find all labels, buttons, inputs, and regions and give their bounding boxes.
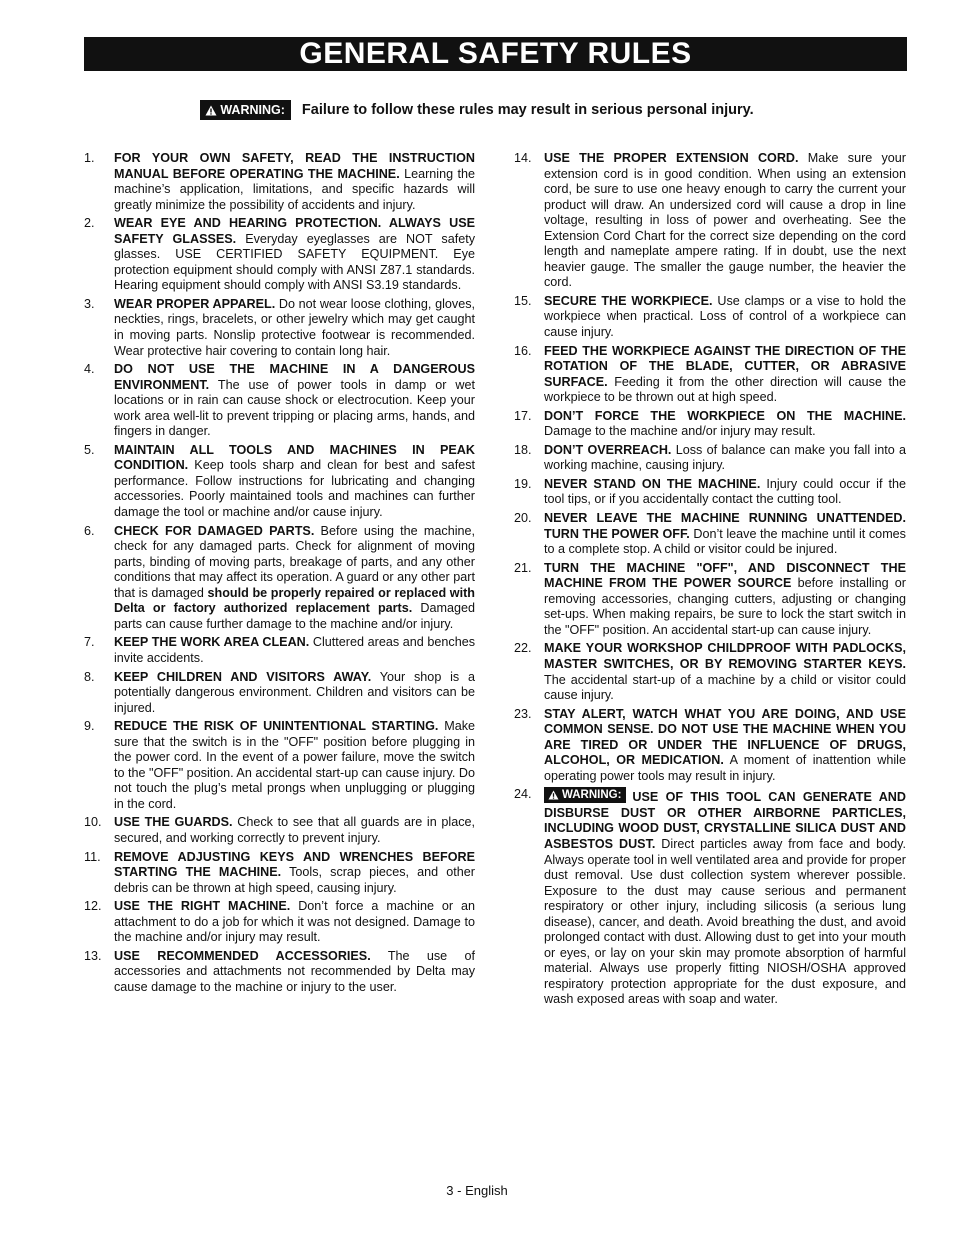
rule-item (84, 815, 475, 846)
rule-item (84, 524, 475, 633)
rule-number: 12. (84, 899, 102, 914)
rule-body: Don’t force a machine or an attachment to do a job for which it was not designed. Damage to the machine and/or injury may result. (114, 899, 475, 945)
rule-item (84, 899, 475, 946)
rule-body: The use of power tools in damp or wet locations or in rain can cause shock or electrocution. Keep your work area well-lit to prevent tripping or placing arms, hands, and fingers in danger. (114, 377, 475, 439)
rule-title: USE OF THIS TOOL CAN GENERATE AND DISBURSE DUST OR OTHER AIRBORNE PARTICLES, INCLUDING WOOD DUST, CRYSTALLINE SILICA DUST AND ASBESTOS DUST. (544, 790, 906, 851)
rule-item (514, 787, 906, 1008)
warning-badge (544, 787, 626, 803)
rule-item (514, 641, 906, 703)
rule-body: Do not wear loose clothing, gloves, neckties, rings, bracelets, or other jewelry which may get caught in moving parts. Nonslip protective footwear is recommended. Wear protective hair covering to contain long hair. (114, 296, 475, 358)
rule-number: 8. (84, 669, 95, 684)
rule-title: MAKE YOUR WORKSHOP CHILDPROOF WITH PADLOCKS, MASTER SWITCHES, OR BY REMOVING STARTER KEYS. (544, 641, 906, 671)
rule-item (84, 719, 475, 812)
rule-item (84, 850, 475, 897)
rule-item (84, 635, 475, 666)
warning-triangle-icon (205, 105, 217, 116)
rule-item (84, 670, 475, 717)
rule-body: Learning the machine’s application, limitations, and specific hazards will greatly minimize the possibility of accidents and injury. (114, 166, 475, 212)
rule-title: FEED THE WORKPIECE AGAINST THE DIRECTION OF THE ROTATION OF THE BLADE, CUTTER, OR ABRASIVE SURFACE. (544, 343, 906, 389)
rule-item (514, 707, 906, 785)
rule-item (514, 151, 906, 291)
rule-number: 1. (84, 151, 95, 165)
warning-badge (200, 100, 291, 120)
rule-body-continued: Damaged parts can cause further damage to the machine and/or injury. (114, 601, 475, 631)
rule-title: KEEP CHILDREN AND VISITORS AWAY. (114, 669, 372, 684)
rule-body: Damage to the machine and/or injury may result. (544, 424, 816, 439)
rule-body: Cluttered areas and benches invite accidents. (114, 635, 475, 665)
rule-title: USE THE RIGHT MACHINE. (114, 899, 291, 914)
rule-body: Feeding it from the other direction will cause the workpiece to be thrown out at high speed. (544, 374, 906, 405)
rule-title: REMOVE ADJUSTING KEYS AND WRENCHES BEFORE STARTING THE MACHINE. (114, 849, 475, 880)
rule-body: Before using the machine, check for any damaged parts. Check for alignment of moving parts, binding of moving parts, breakage of parts, and any other conditions that may affect its operation. A guard or any other part that is damaged (114, 523, 476, 600)
rule-body: Make sure your extension cord is in good condition. When using an extension cord, be sure to use one heavy enough to carry the current your product will draw. An undersized cord will cause a drop in line voltage, resulting in loss of power and overheating. See the Extension Cord Chart for the correct size depending on the cord length and nameplate ampere rating. If in doubt, use the next heavier gauge. The smaller the gauge number, the heavier the cord. (544, 151, 906, 290)
rule-body: Use clamps or a vise to hold the workpiece when practical. Loss of control of a workpiece can cause injury. (544, 293, 906, 340)
rule-number: 5. (84, 442, 95, 457)
rule-body: Make sure that the switch is in the "OFF" position before plugging in the power cord. In the event of a power failure, move the switch to the "OFF" position. An accidental start-up can cause injury. Do not touch the plug’s metal prongs when unplugging or plugging in the cord. (114, 719, 476, 811)
rule-number: 14. (514, 151, 532, 165)
rule-body: Loss of balance can make you fall into a working machine, causing injury. (544, 442, 906, 473)
rule-item (514, 511, 906, 558)
rule-body: Keep tools sharp and clean for best and safest performance. Follow instructions for lubricating and changing accessories. Poorly maintained tools and machines can further damage the tool or machine and/or cause injury. (114, 458, 475, 520)
rule-title: SECURE THE WORKPIECE. (544, 293, 713, 308)
rule-item (514, 443, 906, 474)
rule-title: DON’T FORCE THE WORKPIECE ON THE MACHINE. (544, 408, 906, 423)
rule-number: 15. (514, 293, 532, 308)
rule-item (84, 151, 475, 213)
warning-badge-label: WARNING: (220, 103, 285, 117)
rule-body: The accidental start-up of a machine by a child or visitor could cause injury. (544, 672, 906, 703)
rule-body: Tools, scrap pieces, and other debris can be thrown at high speed, causing injury. (114, 865, 475, 895)
rule-number: 13. (84, 948, 102, 963)
rule-body: Direct particles away from face and body. Always operate tool in well ventilated area and provide for proper dust removal. Use dust collection system wherever possible. Exposure to the dust may cause serious and permanent respiratory or other injury, including silicosis (a serious lung disease), cancer, and death. Avoid breathing the dust, and avoid prolonged contact with dust. Allowing dust to get into your mouth or eyes, or lay on your skin may promote absorption of harmful material. Always use properly fitting NIOSH/OSHA approved respiratory protection appropriate for the dust exposure, and wash exposed areas with soap and water. (544, 836, 906, 1007)
rule-number: 2. (84, 216, 95, 231)
rules-left-column (84, 151, 475, 998)
rule-number: 23. (514, 706, 532, 721)
rule-number: 24. (514, 787, 532, 802)
rule-item (514, 477, 906, 508)
rule-body: Injury could occur if the tool tips, or if you accidentally contact the cutting tool. (544, 476, 906, 507)
rule-number: 20. (514, 511, 532, 526)
rule-number: 3. (84, 296, 95, 311)
rule-title: WEAR EYE AND HEARING PROTECTION. ALWAYS USE SAFETY GLASSES. (114, 216, 475, 246)
rule-item (84, 443, 475, 521)
rule-title: NEVER STAND ON THE MACHINE. (544, 476, 761, 491)
rule-number: 17. (514, 408, 532, 423)
warning-badge-label: WARNING: (562, 789, 622, 802)
warning-line (0, 100, 954, 120)
rule-item (84, 297, 475, 359)
rule-number: 10. (84, 815, 102, 830)
rule-body: before installing or removing accessories, changing cutters, adjusting or changing set-ups. When making repairs, be sure to lock the start switch in the "OFF" position. An accidental start-up can cause injury. (544, 576, 906, 637)
rule-title: WEAR PROPER APPAREL. (114, 296, 276, 311)
rule-number: 7. (84, 635, 95, 650)
rule-emphasis: should be properly repaired or replaced with Delta or factory authorized replacement parts. (114, 585, 475, 616)
rule-title: NEVER LEAVE THE MACHINE RUNNING UNATTENDED. TURN THE POWER OFF. (544, 511, 906, 541)
rule-body: Don’t leave the machine until it comes to a complete stop. A child or visitor could be injured. (544, 526, 906, 557)
rule-number: 19. (514, 476, 532, 491)
rule-title: USE THE GUARDS. (114, 815, 233, 830)
page-number: 3 - English (446, 1183, 508, 1198)
rule-title: KEEP THE WORK AREA CLEAN. (114, 635, 310, 650)
warning-triangle-icon (548, 790, 559, 800)
rule-title: FOR YOUR OWN SAFETY, READ THE INSTRUCTION MANUAL BEFORE OPERATING THE MACHINE. (114, 151, 475, 181)
rule-title: DO NOT USE THE MACHINE IN A DANGEROUS ENVIRONMENT. (114, 362, 475, 392)
rule-body: Check to see that all guards are in place, secured, and working correctly to prevent injury. (114, 815, 476, 845)
rule-body: Your shop is a potentially dangerous environment. Children and visitors can be injured. (114, 669, 475, 715)
rule-number: 4. (84, 362, 95, 377)
rule-number: 6. (84, 523, 95, 538)
rules-right-column (514, 151, 906, 1011)
rule-title: USE THE PROPER EXTENSION CORD. (544, 151, 799, 165)
rule-item (84, 216, 475, 294)
rule-item (514, 294, 906, 341)
rule-title: TURN THE MACHINE "OFF", AND DISCONNECT THE MACHINE FROM THE POWER SOURCE (544, 560, 906, 591)
rule-number: 9. (84, 719, 95, 734)
rule-number: 16. (514, 343, 532, 358)
rule-item (514, 344, 906, 406)
rule-item (84, 949, 475, 996)
rule-number: 22. (514, 641, 532, 656)
rule-title: CHECK FOR DAMAGED PARTS. (114, 523, 315, 538)
rule-title: REDUCE THE RISK OF UNINTENTIONAL STARTING. (114, 719, 439, 734)
rule-title: MAINTAIN ALL TOOLS AND MACHINES IN PEAK CONDITION. (114, 442, 475, 473)
page-title: GENERAL SAFETY RULES (84, 37, 907, 71)
rule-body: Everyday eyeglasses are NOT safety glasses. USE CERTIFIED SAFETY EQUIPMENT. Eye protection equipment should comply with ANSI Z87.1 standards. Hearing equipment should comply with ANSI S3.19 standards. (114, 231, 475, 293)
rule-body: A moment of inattention while operating power tools may result in injury. (544, 753, 906, 783)
rule-item (514, 409, 906, 440)
rule-number: 11. (84, 849, 101, 864)
rule-title: DON’T OVERREACH. (544, 442, 672, 457)
rule-number: 18. (514, 442, 532, 457)
rule-number: 21. (514, 560, 532, 575)
rule-body: The use of accessories and attachments not recommended by Delta may cause damage to the machine or injury to the user. (114, 948, 475, 994)
rule-item (84, 362, 475, 440)
rule-item (514, 561, 906, 639)
rule-title: STAY ALERT, WATCH WHAT YOU ARE DOING, AND USE COMMON SENSE. DO NOT USE THE MACHINE WHEN YOU ARE TIRED OR UNDER THE INFLUENCE OF DRUGS, ALCOHOL, OR MEDICATION. (544, 706, 906, 768)
warning-text: Failure to follow these rules may result in serious personal injury. (301, 102, 754, 118)
rule-title: USE RECOMMENDED ACCESSORIES. (114, 948, 371, 963)
